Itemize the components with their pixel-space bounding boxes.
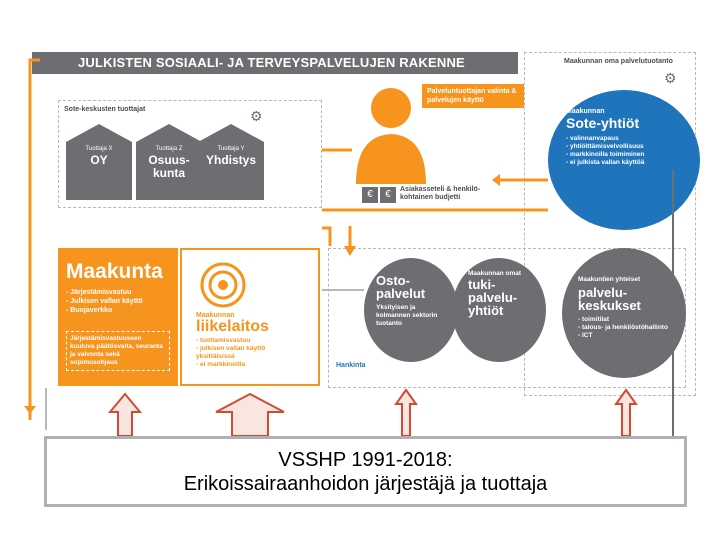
house-yhdistys: Tuottaja Y Yhdistys xyxy=(198,124,264,200)
maakunta-inner-text: Järjestämisvastuuseen kuuluva päätösvalta, seuranta ja valvonta sekä sopimusohjaus xyxy=(66,331,170,371)
house-osuuskunta: Tuottaja Z Osuus- kunta xyxy=(136,124,202,200)
maakunta-box: Maakunta - Järjestämisvastuu - Julkisen vallan käyttö - Buojaverkko Järjestämisvastuuseen kuuluva päätösvalta, seuranta ja valvonta sekä sopimusohjaus xyxy=(58,248,178,386)
up-arrow-icon xyxy=(214,392,286,438)
euro-icon: € xyxy=(380,187,396,203)
house-oy: Tuottaja X OY xyxy=(66,124,132,200)
footer-line1: VSSHP 1991-2018: xyxy=(278,449,453,471)
liikelaitos-box: Maakunnan liikelaitos - tuottamisvastuu - julkisen vallan käyttö yksittäisissä - ei markkinoilla xyxy=(180,248,320,386)
footer-line2: Erikoissairaanhoidon järjestäjä ja tuottaja xyxy=(183,473,548,495)
up-arrow-icon xyxy=(614,388,638,438)
sote-yhtio-circle: Maakunnan Sote-yhtiöt - valinnanvapaus - yhtiöittämisvelvollisuus - markkinoilla toimiminen - ei julkista vallan käyttöä xyxy=(548,90,700,230)
up-arrow-icon xyxy=(108,392,142,438)
up-arrow-icon xyxy=(394,388,418,438)
budget-label: Asiakasseteli & henkilö-kohtainen budjetti xyxy=(400,186,481,201)
person-callout: Palveluntuottajan valinta & palvelujen käyttö xyxy=(422,84,524,108)
sote-keskus-title: Sote-keskusten tuottajat xyxy=(64,106,146,113)
ostopalvelut-circle: Osto- palvelut Yksityisen ja kolmannen sektorin tuotanto xyxy=(364,258,458,362)
own-production-label: Maakunnan oma palvelutuotanto xyxy=(564,58,673,65)
tukipalveluyhtiot-circle: Maakunnan omat tuki- palvelu- yhtiöt xyxy=(452,258,546,362)
palvelukeskukset-circle: Maakuntien yhteiset palvelu- keskukset - toimitilat - talous- ja henkilöstöhallinto - ICT xyxy=(562,248,686,378)
right-connector xyxy=(672,170,674,436)
diagram-title: JULKISTEN SOSIAALI- JA TERVEYSPALVELUJEN RAKENNE xyxy=(32,52,518,74)
euro-icon: € xyxy=(362,187,378,203)
gear-icon: ⚙ xyxy=(250,108,263,124)
hankinta-label: Hankinta xyxy=(336,362,366,369)
target-icon xyxy=(200,262,246,308)
vsshp-footer xyxy=(44,436,687,507)
gear-icon: ⚙ xyxy=(664,70,677,86)
